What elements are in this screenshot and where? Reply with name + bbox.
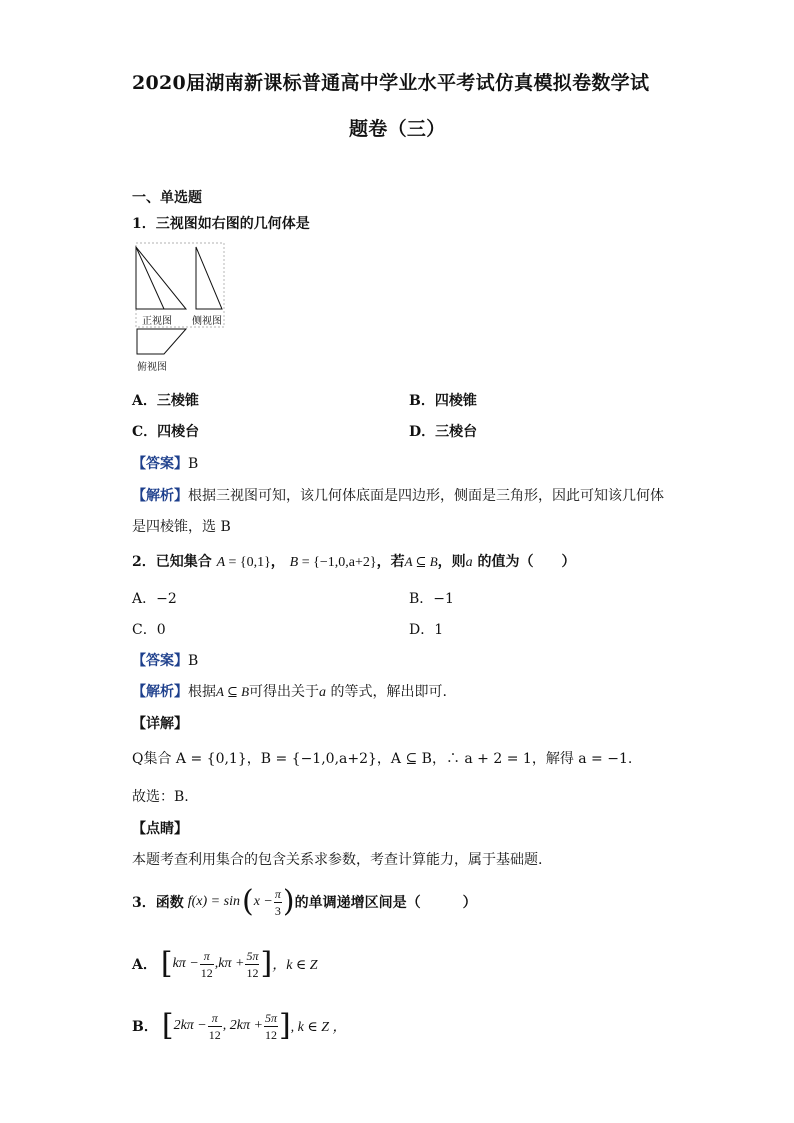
q2-option-c: C．0 [132,622,166,638]
q3-function: f(x) = sin [187,894,240,909]
q3-number: 3． [132,895,156,911]
q2-set-b: B = {−1,0,a+2} [289,555,377,570]
q1-analysis-line2: 是四棱锥，选 B [132,519,231,535]
analysis-var: a [319,685,327,700]
q2-comment-line: 本题考查利用集合的包含关系求参数，考查计算能力，属于基础题. [132,852,543,868]
q2-subset: A ⊆ B [404,554,438,569]
answer-tag: 【答案】 [132,653,188,669]
page-title-line1: 2020届湖南新课标普通高中学业水平考试仿真模拟卷数学试 [132,72,650,94]
answer-value: B [188,456,199,472]
q2-detail-line: Q集合 A = {0,1}，B = {−1,0,a+2}，A ⊆ B，∴ a + 2 = 1，解得 a = −1. [132,751,633,767]
answer-value: B [188,653,199,669]
q2-text-1: 已知集合 [155,554,212,570]
q1-option-a: A．三棱锥 [132,393,199,409]
interval-left: 2kπ − [173,1018,207,1033]
three-view-figure [134,241,229,381]
q2-text-3: ，则 [437,554,466,570]
q2-choice-line: 故选：B. [132,789,189,805]
interval-condition: ，k ∈ Z [272,958,318,973]
q3-argument: x − [253,894,273,909]
q1-option-b: B．四棱锥 [409,393,477,409]
analysis-text: 根据三视图可知，该几何体底面是四边形，侧面是三角形，因此可知该几何体 [188,488,664,504]
analysis-tag: 【解析】 [132,488,188,504]
q3-fraction: $\frac{\pi}{3}$ [274,886,281,918]
q2-option-d: D．1 [409,622,444,638]
answer-tag: 【答案】 [132,456,188,472]
q2-comma: ， [270,554,285,570]
q1-option-c: C．四棱台 [132,424,200,440]
analysis-text-3: 的等式，解出即可. [326,684,447,700]
interval-right: ,kπ + [214,956,245,971]
q2-set-a: A = {0,1} [216,555,271,570]
fraction-left: $\frac{\pi}{12}$ [200,948,213,980]
analysis-text-2: 可得出关于 [249,684,320,700]
q2-analysis [132,681,447,701]
q2-number: 2． [132,554,156,570]
top-view-label: 俯视图 [137,362,167,373]
analysis-tag: 【解析】 [132,684,188,700]
q2-option-b: B．−1 [409,591,454,607]
q3-stem: 3． 函数 f(x) = sin ( x − $\frac{\pi}{3}$ ) 的单调递增区间是（ ） [132,884,477,919]
q1-option-d: D．三棱台 [409,424,478,440]
interval-right: , 2kπ + [222,1018,263,1033]
section-heading: 一、单选题 [132,190,202,206]
q3-option-b: B． [ 2kπ − $\frac{\pi}{12}$ , 2kπ + $\frac{5\pi}{12}$ ] , k ∈ Z ， [132,1008,347,1043]
option-label: A． [132,957,157,973]
page-title-line2: 题卷（三） [349,118,446,140]
interval-left: kπ − [172,956,199,971]
q2-comment-tag: 【点睛】 [132,821,188,837]
q1-answer [132,453,198,473]
q1-analysis-line1 [132,485,664,505]
fraction-left: $\frac{\pi}{12}$ [208,1010,221,1042]
interval-condition: , k ∈ Z ， [290,1020,347,1035]
q3-option-a: A． [ kπ − $\frac{\pi}{12}$ ,kπ + $\frac{5\pi}{12}$ ] ，k ∈ Z [132,946,318,981]
q2-option-a: A．−2 [132,591,177,607]
front-view-label: 正视图 [142,316,172,327]
q3-text-pre: 函数 [155,895,184,911]
fraction-right: $\frac{5\pi}{12}$ [246,948,259,980]
q2-detail-tag: 【详解】 [132,716,188,732]
q3-text-post: 的单调递增区间是（ ） [294,895,477,911]
option-label: B． [132,1019,158,1035]
q2-var: a [465,555,473,570]
analysis-subset: A ⊆ B [216,684,250,699]
q2-text-2: ，若 [376,554,405,570]
q2-stem [132,551,576,571]
side-view-label: 侧视图 [192,316,222,327]
q2-answer [132,650,198,670]
q2-text-4: 的值为（ ） [472,554,576,570]
q1-stem: 1．三视图如右图的几何体是 [132,216,310,232]
fraction-right: $\frac{5\pi}{12}$ [264,1010,277,1042]
analysis-text-1: 根据 [188,684,216,700]
